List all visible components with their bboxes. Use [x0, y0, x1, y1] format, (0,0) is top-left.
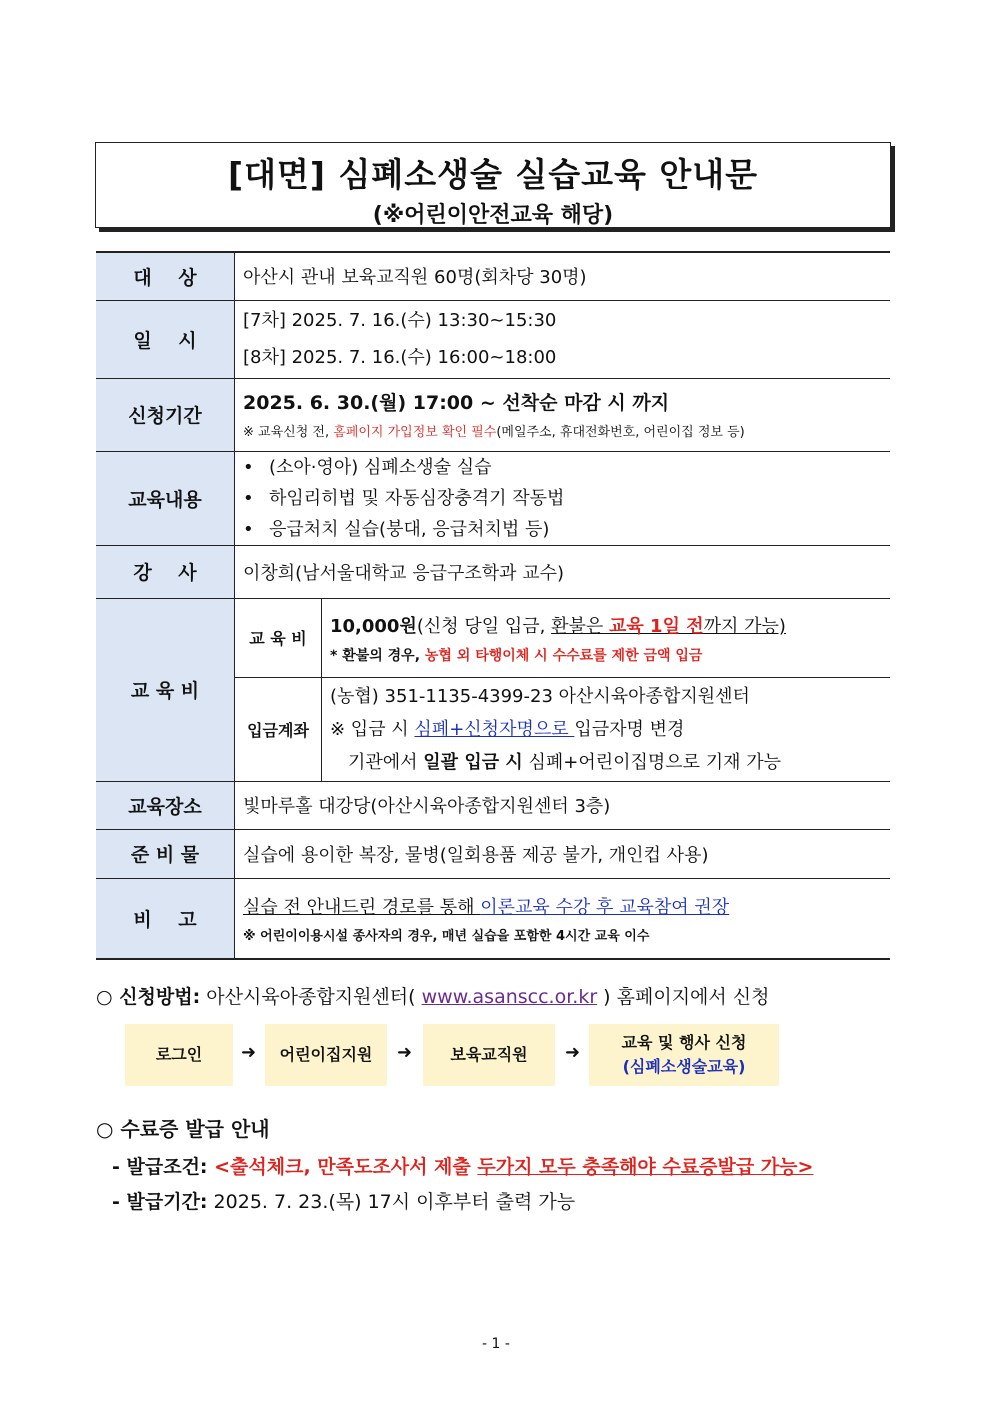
note-line-1-prefix: 실습 전 안내드린 경로를 통해	[243, 896, 481, 918]
apply-note-red: 홈페이지 가입정보 확인 필수	[333, 425, 497, 440]
certificate-period	[112, 1187, 575, 1214]
fee-line	[330, 608, 882, 645]
fee-sub-label: 교 육 비	[235, 598, 322, 677]
table-row-fee	[96, 598, 890, 677]
fee-amount: 10,000원	[330, 616, 417, 637]
apply-note-prefix: ※ 교육신청 전,	[243, 425, 334, 440]
account-line-3	[330, 746, 882, 779]
table-row-instructor	[96, 545, 890, 598]
title-box	[95, 142, 891, 228]
flow-step-staff: 보육교직원	[423, 1024, 555, 1086]
note-line-1	[243, 889, 882, 926]
period-label: - 발급기간:	[112, 1191, 208, 1213]
account-line-2-prefix: ※ 입금 시	[330, 718, 415, 740]
table-row-prep	[96, 829, 890, 878]
account-line-3-prefix: 기관에서	[348, 751, 424, 773]
account-line-3-bold: 일괄 입금 시	[423, 751, 523, 773]
fee-text-red: 교육 1일 전	[609, 616, 704, 637]
account-line-2-suffix: 입금자명 변경	[574, 718, 685, 740]
apply-method	[96, 982, 770, 1009]
account-line-2-blue: 심폐+신청자명으로	[414, 718, 575, 740]
fee-note	[330, 645, 882, 667]
table-row-date	[96, 300, 890, 378]
account-label: 입금계좌	[235, 677, 322, 781]
instructor-label: 강 사	[96, 545, 235, 598]
flow-step-event-title: 교육 및 행사 신청	[621, 1033, 747, 1052]
note-line-1-blue: 이론교육 수강 후 교육참여 권장	[480, 896, 730, 918]
prep-label: 준 비 물	[96, 829, 235, 878]
fee-note-prefix: * 환불의 경우,	[330, 648, 425, 664]
fee-text-1: (신청 당일 입금,	[416, 616, 552, 637]
bullet-icon: •	[243, 456, 254, 478]
content-item	[243, 483, 882, 514]
flow-step-event	[589, 1024, 779, 1086]
apply-method-suffix: ) 홈페이지에서 신청	[597, 986, 770, 1008]
account-line-2	[330, 713, 882, 746]
table-row-content	[96, 451, 890, 545]
content-item	[243, 514, 882, 545]
page-number: - 1 -	[482, 1336, 510, 1352]
fee-refund	[551, 616, 786, 637]
prep-value: 실습에 용이한 복장, 물병(일회용품 제공 불가, 개인컵 사용)	[235, 829, 891, 878]
date-line-2: [8차] 2025. 7. 16.(수) 16:00~18:00	[243, 347, 557, 368]
target-value: 아산시 관내 보육교직원 60명(회차당 30명)	[235, 252, 891, 300]
page-title: [대면] 심폐소생술 실습교육 안내문	[228, 155, 758, 194]
fee-note-red: 농협 외 타행이체 시 수수료를 제한 금액 입금	[424, 648, 703, 664]
certificate-heading: ○ 수료증 발급 안내	[96, 1117, 270, 1141]
target-label: 대 상	[96, 252, 235, 300]
content-item-text: (소아·영아) 심폐소생술 실습	[269, 456, 492, 478]
fee-text-3: 까지 가능)	[703, 616, 786, 637]
bullet-icon: •	[243, 487, 254, 509]
flow-step-login: 로그인	[125, 1024, 233, 1086]
homepage-link[interactable]: www.asanscc.or.kr	[421, 986, 598, 1008]
table-row-target	[96, 252, 890, 300]
flow-step-event-sub: (심폐소생술교육)	[622, 1057, 746, 1076]
apply-method-prefix: 아산시육아종합지원센터(	[200, 986, 422, 1008]
apply-label: 신청기간	[96, 378, 235, 451]
info-table	[96, 251, 890, 960]
apply-period: 2025. 6. 30.(월) 17:00 ~ 선착순 마감 시 까지	[243, 392, 670, 414]
apply-method-label: ○ 신청방법:	[96, 986, 201, 1008]
note-line-2: ※ 어린이이용시설 종사자의 경우, 매년 실습을 포함한 4시간 교육 이수	[243, 928, 650, 944]
fee-text-2: 환불은	[551, 616, 609, 637]
certificate-condition	[112, 1152, 813, 1179]
note-label: 비 고	[96, 878, 235, 959]
table-row-place	[96, 781, 890, 829]
content-item	[243, 452, 882, 483]
date-label: 일 시	[96, 300, 235, 378]
cond-text-underline: 두가지 모두 충족해야 수료증발급 가능>	[477, 1156, 814, 1178]
content-item-text: 응급처치 실습(붕대, 응급처치법 등)	[269, 518, 550, 540]
arrow-right-icon: ➜	[241, 1042, 257, 1063]
page-subtitle: (※어린이안전교육 해당)	[372, 203, 614, 228]
period-value: 2025. 7. 23.(목) 17시 이후부터 출력 가능	[207, 1191, 576, 1213]
bullet-icon: •	[243, 518, 254, 540]
date-line-1: [7차] 2025. 7. 16.(수) 13:30~15:30	[243, 310, 557, 331]
content-label: 교육내용	[96, 451, 235, 545]
fee-label: 교 육 비	[96, 598, 235, 781]
cond-label: - 발급조건:	[112, 1156, 208, 1178]
apply-note	[243, 422, 882, 444]
instructor-value: 이창희(남서울대학교 응급구조학과 교수)	[235, 545, 891, 598]
content-item-text: 하임리히법 및 자동심장충격기 작동법	[269, 487, 565, 509]
apply-note-suffix: (메일주소, 휴대전화번호, 어린이집 정보 등)	[496, 425, 745, 440]
table-row-apply	[96, 378, 890, 451]
place-value: 빛마루홀 대강당(아산시육아종합지원센터 3층)	[235, 781, 891, 829]
place-label: 교육장소	[96, 781, 235, 829]
account-line-3-suffix: 심폐+어린이집명으로 기재 가능	[522, 751, 782, 773]
arrow-right-icon: ➜	[565, 1042, 581, 1063]
flow-step-daycare: 어린이집지원	[265, 1024, 387, 1086]
account-line-1: (농협) 351-1135-4399-23 아산시육아종합지원센터	[330, 685, 750, 707]
table-row-note	[96, 878, 890, 959]
cond-text: <출석체크, 만족도조사서 제출	[207, 1156, 478, 1178]
arrow-right-icon: ➜	[397, 1042, 413, 1063]
